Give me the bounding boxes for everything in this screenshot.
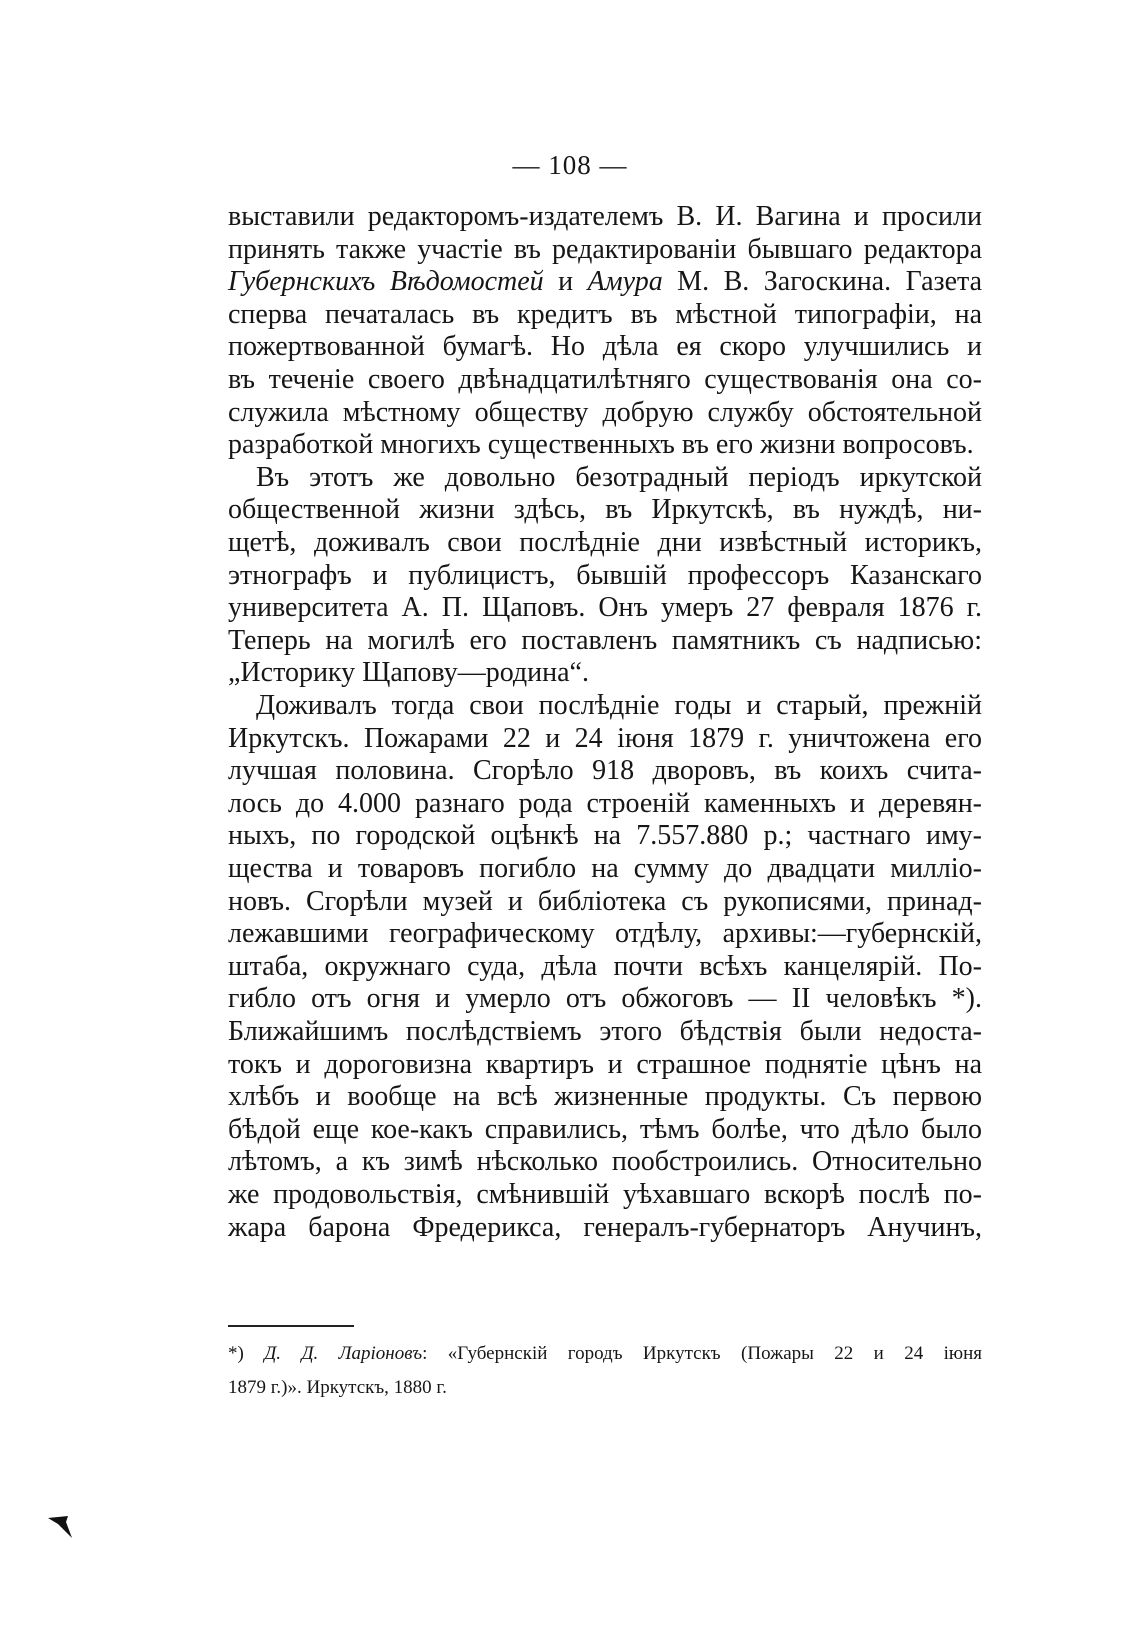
text-run: токъ и дороговизна квартиръ и страшное поднятіе цѣнъ на bbox=[228, 1048, 982, 1080]
text-run: лежавшими географическому отдѣлу, архивы:—губернскій, bbox=[228, 918, 982, 950]
text-line bbox=[256, 688, 982, 724]
italic-text: Д. Д. Ларіоновъ bbox=[264, 1343, 423, 1364]
text-line bbox=[228, 916, 982, 952]
text-line bbox=[228, 981, 982, 1017]
text-line bbox=[228, 721, 982, 757]
text-line bbox=[228, 232, 982, 268]
text-line bbox=[228, 1014, 982, 1050]
text-run: штаба, окружнаго суда, дѣла почти всѣхъ канцелярій. По- bbox=[228, 950, 982, 982]
text-line bbox=[228, 1112, 982, 1148]
text-run: сперва печаталась въ кредитъ въ мѣстной типографіи, на bbox=[228, 298, 982, 330]
text-line bbox=[228, 395, 982, 431]
text-run: этнографъ и публицистъ, бывшій профессоръ Казанскаго bbox=[228, 559, 982, 591]
text-run: 1879 г.)». Иркутскъ, 1880 г. bbox=[228, 1377, 447, 1398]
text-run: Въ этотъ же довольно безотрадный періодъ иркутской bbox=[256, 461, 982, 493]
text-run: щества и товаровъ погибло на сумму до двадцати милліо- bbox=[228, 853, 982, 884]
text-run: же продовольствія, смѣнившій уѣхавшаго вскорѣ послѣ по- bbox=[228, 1179, 982, 1210]
text-run: выставили редакторомъ-издателемъ В. И. Вагина и просили bbox=[228, 201, 982, 232]
text-line bbox=[228, 786, 982, 822]
text-run: „Историку Щапову—родина“. bbox=[228, 657, 589, 689]
text-line bbox=[228, 1079, 982, 1115]
scan-artifact-mark bbox=[46, 1512, 74, 1542]
text-line bbox=[228, 199, 982, 235]
text-run: Иркутскъ. Пожарами 22 и 24 іюня 1879 г. уничтожена его bbox=[228, 722, 982, 754]
text-line bbox=[228, 949, 982, 985]
text-run: бѣдой еще кое-какъ справились, тѣмъ болѣе, что дѣло было bbox=[228, 1113, 982, 1145]
text-line bbox=[228, 1047, 982, 1083]
text-run: лучшая половина. Сгорѣло 918 дворовъ, въ коихъ счита- bbox=[228, 755, 982, 787]
text-line bbox=[228, 264, 982, 300]
text-run: щетѣ, доживалъ свои послѣдніе дни извѣстный историкъ, bbox=[228, 527, 982, 558]
text-run: общественной жизни здѣсь, въ Иркутскѣ, въ нуждѣ, ни- bbox=[228, 494, 982, 526]
text-line bbox=[228, 818, 982, 854]
text-line bbox=[228, 655, 982, 691]
text-line bbox=[228, 753, 982, 789]
footnote-divider bbox=[228, 1325, 354, 1327]
text-run: принять также участіе въ редактированіи бывшаго редактора bbox=[228, 233, 982, 265]
text-run: Теперь на могилѣ его поставленъ памятникъ съ надписью: bbox=[228, 624, 982, 656]
text-line bbox=[228, 623, 982, 659]
text-run: пожертвованной бумагѣ. Но дѣла ея скоро улучшились и bbox=[228, 331, 982, 363]
text-run: лось до 4.000 разнаго рода строеній каменныхъ и деревян- bbox=[228, 787, 982, 819]
text-run: гибло отъ огня и умерло отъ обжоговъ — II человѣкъ *). bbox=[228, 983, 982, 1015]
italic-text: Амура bbox=[587, 266, 663, 298]
text-run: университета А. П. Щаповъ. Онъ умеръ 27 февраля 1876 г. bbox=[228, 592, 982, 624]
text-run: и bbox=[543, 266, 588, 298]
text-line bbox=[228, 297, 982, 333]
text-run: Ближайшимъ послѣдствіемъ этого бѣдствія были недоста- bbox=[228, 1016, 982, 1047]
text-line bbox=[228, 1374, 982, 1402]
page-number: — 108 — bbox=[512, 150, 628, 180]
text-line bbox=[228, 884, 982, 920]
text-line bbox=[228, 362, 982, 398]
text-run: ныхъ, по городской оцѣнкѣ на 7.557.880 р.; частнаго иму- bbox=[228, 820, 982, 852]
text-run: Доживалъ тогда свои послѣдніе годы и старый, прежній bbox=[256, 690, 982, 721]
italic-text: Губернскихъ Вѣдомостей bbox=[228, 266, 544, 298]
text-run: : «Губернскій городъ Иркутскъ (Пожары 22 и 24 іюня bbox=[422, 1343, 983, 1364]
text-line bbox=[228, 851, 982, 887]
text-line bbox=[228, 525, 982, 561]
text-run: новъ. Сгорѣли музей и библіотека съ рукописями, принад- bbox=[228, 885, 982, 917]
text-line bbox=[228, 1340, 982, 1368]
text-run: разработкой многихъ существенныхъ въ его жизни вопросовъ. bbox=[228, 429, 974, 461]
text-line bbox=[228, 1144, 982, 1180]
text-line bbox=[228, 558, 982, 594]
text-run: М. В. Загоскина. Газета bbox=[662, 266, 983, 298]
text-run: *) bbox=[228, 1343, 265, 1364]
text-line bbox=[228, 329, 982, 365]
text-line bbox=[228, 492, 982, 528]
text-run: жара барона Фредерикса, генералъ-губернаторъ Анучинъ, bbox=[228, 1211, 982, 1243]
text-line bbox=[228, 427, 982, 463]
text-run: служила мѣстному обществу добрую службу обстоятельной bbox=[228, 396, 982, 428]
text-line bbox=[256, 460, 982, 496]
text-run: лѣтомъ, а къ зимѣ нѣсколько пообстроились. Относительно bbox=[228, 1146, 982, 1178]
text-line bbox=[228, 590, 982, 626]
text-run: хлѣбъ и вообще на всѣ жизненные продукты. Съ первою bbox=[228, 1081, 982, 1113]
text-line bbox=[228, 1210, 982, 1246]
text-line bbox=[228, 1177, 982, 1213]
text-run: въ теченіе своего двѣнадцатилѣтняго существованія она со- bbox=[228, 364, 982, 395]
